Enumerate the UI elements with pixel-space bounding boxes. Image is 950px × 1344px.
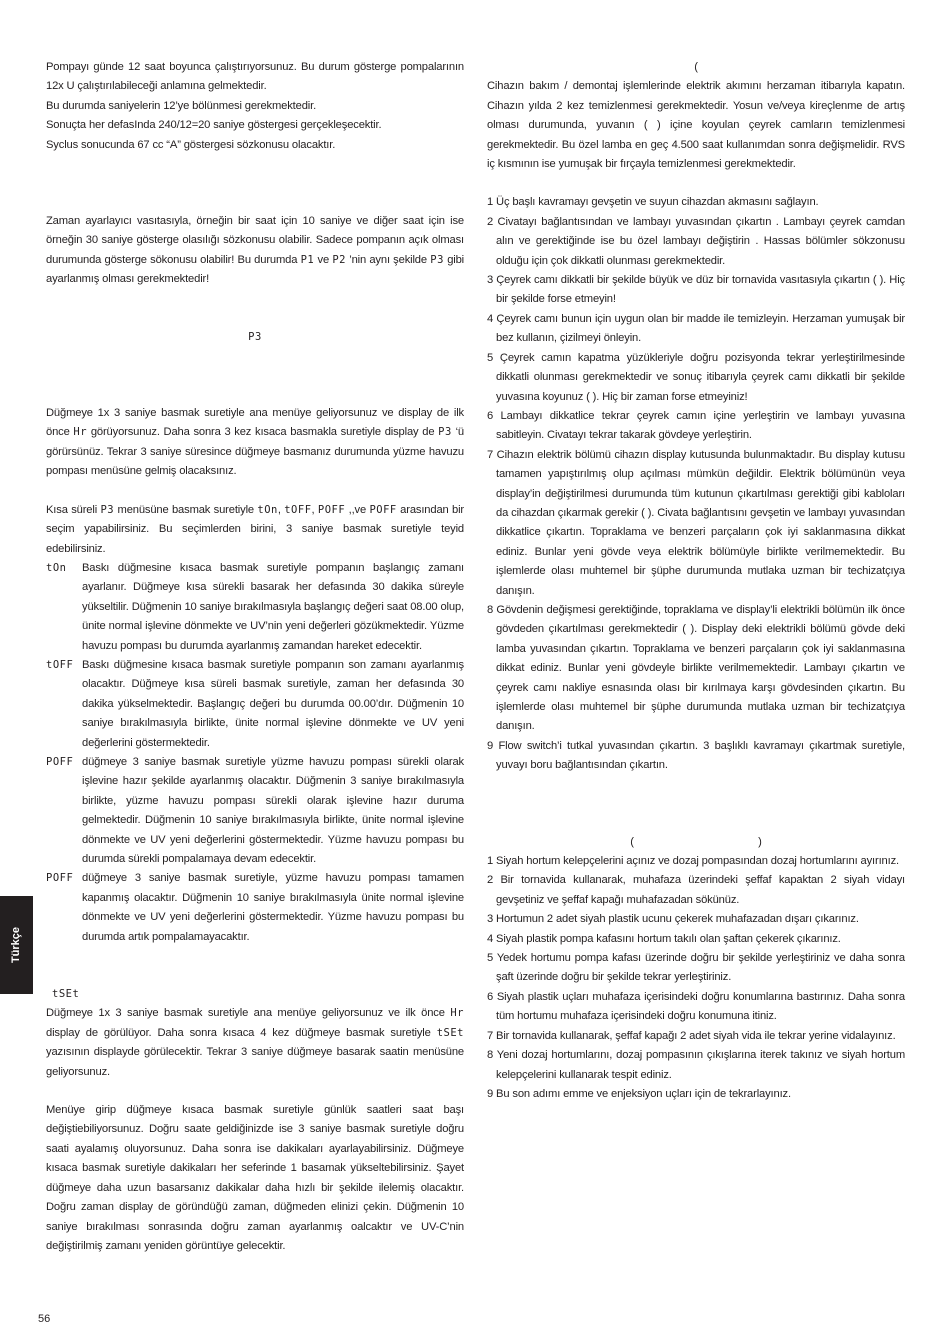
display-code: P3	[438, 426, 452, 439]
definition-text: düğmeye 3 saniye basmak suretiyle yüzme havuzu pompası sürekli olarak işlevine hazır şekilde ayarlanmış olacaktır. Düğmenin 3 saniye bırakılmasıyla birlikte, yüzme havuzu pompası sürekli olarak işlevine hazır duruma gelmektedir. Düğmenin 10 saniye bırakılmasıyla birlikte, ünite normal işlevine dönmekte ve UV yeni değerlerini göstermektedir. Yüzme havuzu pompası bu durumda sürekli pompalamaya devam edecektir.	[82, 755, 464, 865]
display-code: P3	[100, 503, 115, 516]
intro-line: Sonuçta her defasInda 240/12=20 saniye göstergesi gerçekleşecektir.	[46, 119, 382, 132]
hose-steps	[487, 852, 905, 1104]
definition-term: POFF	[46, 872, 74, 885]
list-item: 2 Bir tornavida kullanarak, muhafaza üzerindeki şeffaf kapaktan 2 siyah vidayı gevşetiniz ve şeffaf kapağı muhafazadan sökünüz.	[487, 874, 905, 906]
definition-poff-off	[46, 869, 464, 947]
list-item: 2 Civatayı bağlantısından ve lambayı yuvasından çıkartın . Lambayı çeyrek camdan alın ve gerektiğinde ise bu özel lambayı değiştirin . Hassas bölümler sökzonusu olduğu için çok dikkatli olunması gerekmektedir.	[487, 215, 905, 267]
display-code: tOFF	[284, 503, 312, 516]
paren-marker: ( )	[630, 835, 762, 848]
language-label: Türkçe	[10, 926, 23, 964]
list-item: 9 Bu son adımı emme ve enjeksiyon uçları için de tekrarlayınız.	[487, 1087, 791, 1100]
definition-term: tOFF	[46, 658, 74, 671]
intro-line: Bu durumda saniyelerin 12’ye bölünmesi gerekmektedir.	[46, 99, 317, 112]
tset-heading: tSEt	[52, 988, 80, 1001]
definition-term: tOn	[46, 561, 67, 574]
display-code: POFF	[317, 503, 346, 516]
display-code: POFF	[369, 503, 397, 516]
p3-heading: P3	[248, 330, 262, 343]
left-column	[46, 58, 464, 1256]
intro-line: Syclus sonucunda 67 cc “A” göstergesi sözkonusu olacaktır.	[46, 138, 336, 151]
definition-poff-on	[46, 753, 464, 869]
right-column	[487, 58, 905, 1104]
list-item: 4 Çeyrek camı bunun için uygun olan bir madde ile temizleyin. Herzaman yumuşak bir bez kullanın, çizilmeyi önleyin.	[487, 312, 905, 345]
display-code: Hr	[450, 1007, 464, 1020]
timer-paragraph: Zaman ayarlayıcı vasıtasıyla, örneğin bir saat için 10 saniye ve diğer saat için ise örneğin 30 saniye gösterge olasılığı sözkonusu olabilir. Sadece pompanın açık olması durumunda gösterge sökonusu olabilir! Bu durumda P1 ve P2 ’nin aynı şekilde P3 gibi ayarlanmış olması gerekmektedir!	[46, 215, 465, 286]
list-item: 9 Flow switch’i tutkal yuvasından çıkartın. 3 başlıklı kavramayı çıkartmak suretiyle, yuvayı boru bağlantısından çıkartın.	[487, 739, 905, 772]
definition-term: POFF	[46, 755, 74, 768]
list-item: 1 Üç başlı kavramayı gevşetin ve suyun cihazdan akmasını sağlayın.	[487, 196, 819, 209]
definition-ton	[46, 559, 464, 656]
list-item: 5 Yedek hortumu pompa kafası üzerinde doğru bir şekilde yerleştiriniz ve daha sonra şaft üzerinde doğru bir şekilde tekrar yerleştiriniz.	[487, 952, 905, 984]
display-code: tOn	[257, 503, 278, 516]
list-item: 7 Cihazın elektrik bölümü cihazın display kutusunda bulunmaktadır. Bu display kutusu tamamen yapıştırılmış olup açılması mümkün değildir. Elektrik bölümünün veya display’in değiştirilmesi durumunda tüm kutunun çıkartılması gerektiği gibi kabloları da cihazdan çıkarmak gerekir ( ). Civata bağlantısını gevşetin ve lambayı yuvasından dikkatlice çıkartın. Topraklama ve benzeri parçaların çok iyi saklanmasına dikkat ediniz. Bunlar yeni gövde veya elektrik bölümüyle birlikte verilmemektedir. Bu işlemlerde olası muhtemel bir şüphe durumunda mutlaka uzman bir techizatçıya danışın.	[487, 448, 905, 597]
maintenance-paragraph: Cihazın bakım / demontaj işlemlerinde elektrik akımını herzaman itibarıyla kapatın. Cihazın yılda 2 kez temizlenmesi gerekmektedir. Yosun ve/veya kireçlenme de artış olması durumunda, yuvanın ( ) içine koyulan çeyrek camların temizlenmesi gerekmektedir. Bu özel lamba en geç 4.500 saat kullanımdan sonra değişmelidir. RVS iç kısmının ise yumuşak bir fırçayla temizlenmesi gerekmektedir.	[487, 80, 905, 171]
list-item: 1 Siyah hortum kelepçelerini açınız ve dozaj pompasından dozaj hortumlarını ayırınız.	[487, 855, 899, 868]
definition-text: Baskı düğmesine kısaca basmak suretiyle pompanın son zamanı ayarlanmış olacaktır. Düğmeye kısa süreli basmak suretiyle, zaman her defasında 30 dakika yükselmektedir. Başlangıç değeri bu durumda 00.00’dır. Düğmenin 10 saniye bırakılmasıyla birlikte, ünite normal işlevine dönmekte ve UV yeni değerlerini göstermektedir.	[82, 658, 464, 749]
select-paragraph: Kısa süreli P3 menüsüne basmak suretiyle tOn, tOFF, POFF ,,ve POFF arasından bir seçim yapabilirsiniz. Bu seçimlerden birini, 3 saniye basmak suretiyle teyid edebilirsiniz.	[46, 503, 464, 555]
list-item: 8 Gövdenin değişmesi gerektiğinde, topraklama ve display’li elektrikli bölümün ilk önce gövdeden çıkartılması gerekmektedir ( ). Display deki elektrikli bölümü gövde deki lamba yuvasından çıkartın. Topraklama ve benzeri parçaların çok iyi saklanmasına dikkat ediniz. Bunlar yeni gövdeyle birlikte verilmemektedir. Lambayı çıkartın ve çeyrek camı nakliye esnasında olası bir kırılmaya karşı gövdesinden çıkartın. Bu işlemlerde olası muhtemel bir şüphe durumunda mutlaka uzman bir techizatçıya danışın.	[487, 603, 905, 733]
language-tab	[0, 896, 33, 994]
display-code: P3	[430, 253, 444, 266]
display-code: Hr	[73, 426, 88, 439]
definition-text: düğmeye 3 saniye basmak suretiyle, yüzme havuzu pompası tamamen kapanmış olacaktır. Düğmenin 10 saniye bırakılmasıyla ünite normal işlevine dönmekte ve UV yeni değerlerini göstermektedir. Yüzme havuzu pompası bu durumda artık pompalamayacaktır.	[82, 872, 464, 943]
paren-marker: (	[694, 61, 698, 73]
list-item: 3 Çeyrek camı dikkatli bir şekilde büyük ve düz bir tornavida vasıtasıyla çıkartın ( ). Hiç bir şekilde forse etmeyin!	[487, 274, 905, 306]
menu-paragraph: Düğmeye 1x 3 saniye basmak suretiyle ana menüye geliyorsunuz ve display de ilk önce Hr görüyorsunuz. Daha sonra 3 kez kısaca basmakla suretiyle display de P3 ‘ü görürsünüz. Tekrar 3 saniye süresince düğmeye basmanız durumunda yüzme havuzu pompası menüsüne gelmiş olacaksınız.	[46, 407, 464, 478]
list-item: 7 Bir tornavida kullanarak, şeffaf kapağı 2 adet siyah vida ile tekrar yerine vidalayınız.	[487, 1029, 896, 1042]
tset-paragraph: Düğmeye 1x 3 saniye basmak suretiyle ana menüye geliyorsunuz ve ilk önce Hr display de görülüyor. Daha sonra kısaca 4 kez düğmeye basmak suretiyle tSEt yazısının displayde görülecektir. Tekrar 3 saniye düğmeye basarak saatin menüsüne geliyorsunuz.	[46, 1007, 464, 1078]
list-item: 5 Çeyrek camın kapatma yüzükleriyle doğru pozisyonda tekrar yerleştirilmesinde dikkatli olunması gerekmektedir ve sonuç itibarıyla çeyrek camı dikkatli bir şekilde yuvasına koyunuz ( ). Hiç bir zaman forse etmeyiniz!	[487, 351, 905, 403]
display-code: P1	[300, 253, 315, 266]
page-number: 56	[38, 1313, 51, 1325]
display-code: P2	[332, 253, 346, 266]
definition-toff	[46, 656, 464, 753]
list-item: 6 Siyah plastik uçları muhafaza içerisindeki doğru konumlarına bastırınız. Daha sonra tüm hortumu muhafaza içerisindeki doğru konumuna itiniz.	[487, 990, 905, 1023]
list-item: 8 Yeni dozaj hortumlarını, dozaj pompasının çıkışlarına iterek takınız ve siyah hortum kelepçelerini kullanarak tespit ediniz.	[487, 1049, 905, 1081]
clock-paragraph: Menüye girip düğmeye kısaca basmak suretiyle günlük saatleri saat başı değiştiebiliyorsunuz. Doğru saate geldiğinizde ise 3 saniye basmak suretiyle doğru saati ayalamış oluyorsunuz. Daha sonra ise dakikaları ayarlayabilirsiniz. Düğmeye kısaca basmak suretiyle dakikaları her seferinde 1 basamak yükseltebilirsiniz. Şayet düğmeye daha uzun basarsanız dakikalar daha hızlı bir şekilde ilelemiş olacaktır. Doğru zaman display de göründüğü zaman, düğmeden elinizi çekin. Düğmenin 10 saniye bırakılması sonrasında doğru zaman ayarlanmış oalcaktır ve UV-C’nin değiştirilmiş zamanı yeniden görüntüye gelecektir.	[46, 1104, 464, 1252]
list-item: 3 Hortumun 2 adet siyah plastik ucunu çekerek muhafazadan dışarı çıkarınız.	[487, 913, 859, 926]
maintenance-steps	[487, 193, 905, 775]
definition-text: Baskı düğmesine kısaca basmak suretiyle pompanın başlangıç zamanı ayarlanır. Düğmeye kısa sürekli basarak her defasında 30 dakika süreyle yükseltilir. Düğmenin 10 saniye bırakılmasıyla başlangıç değeri saat 08.00 olup, ünite normal işlevine dönmekte ve UV’nin yeni değerleri gözükmektedir. Yüzme havuzu pompası bu durumda ayarlanmış zamandan hareket edecektir.	[82, 561, 464, 652]
list-item: 6 Lambayı dikkatlice tekrar çeyrek camın içine yerleştirin ve lambayı yuvasına sabitleyin. Civatayı tekrar takarak gövdeye yerleştirin.	[487, 409, 905, 442]
intro-line: Pompayı günde 12 saat boyunca çalıştırıyorsunuz. Bu durum gösterge pompalarının 12x U çalıştırılabileceği anlamına gelmektedir.	[46, 61, 464, 93]
list-item: 4 Siyah plastik pompa kafasını hortum takılı olan şaftan çekerek çıkarınız.	[487, 932, 841, 945]
display-code: tSEt	[436, 1026, 464, 1039]
